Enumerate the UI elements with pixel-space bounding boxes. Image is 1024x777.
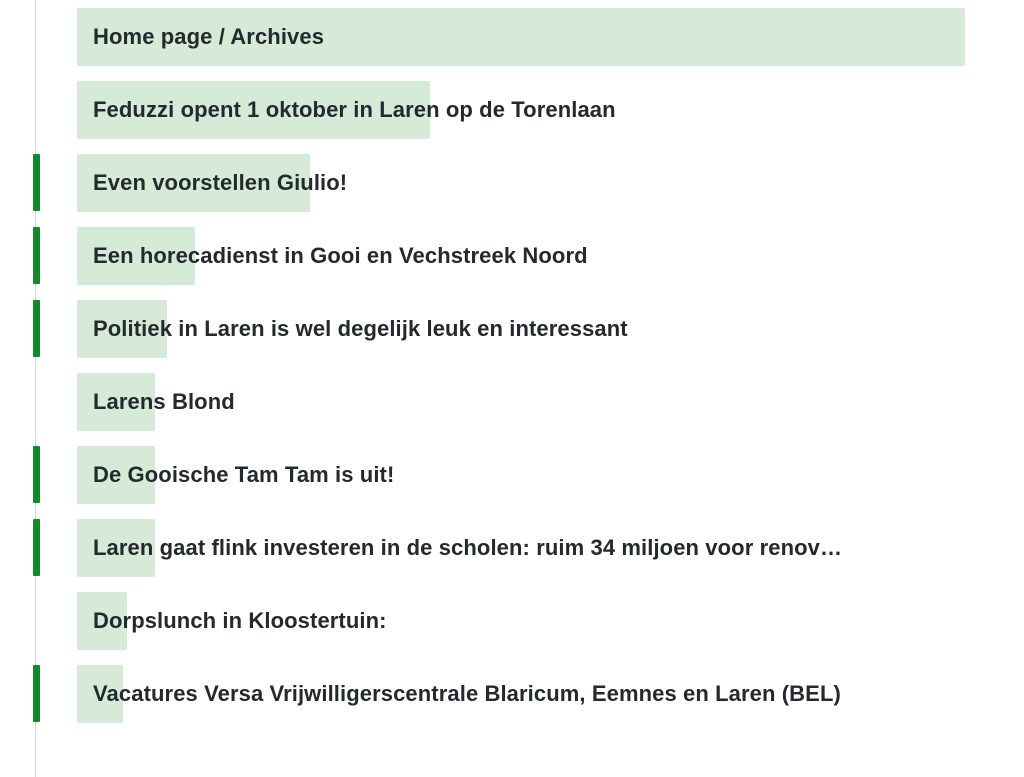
green-marker-bar (33, 446, 40, 503)
list-item-label[interactable]: Even voorstellen Giulio! (93, 169, 348, 195)
list-item[interactable] (0, 511, 1024, 584)
list-item[interactable] (0, 657, 1024, 730)
list-item[interactable] (0, 146, 1024, 219)
green-marker-bar (33, 154, 40, 211)
list-item-label[interactable]: Vacatures Versa Vrijwilligerscentrale Blaricum, Eemnes en Laren (BEL) (93, 680, 841, 706)
green-marker-bar (33, 300, 40, 357)
list-item-label[interactable]: Een horecadienst in Gooi en Vechstreek Noord (93, 242, 588, 268)
list-item[interactable] (0, 0, 1024, 73)
list-item-label[interactable]: Larens Blond (93, 388, 235, 414)
list-item-label[interactable]: De Gooische Tam Tam is uit! (93, 461, 395, 487)
list-item[interactable] (0, 365, 1024, 438)
green-marker-bar (33, 519, 40, 576)
green-marker-bar (33, 227, 40, 284)
list-item[interactable] (0, 73, 1024, 146)
list-item[interactable] (0, 219, 1024, 292)
green-marker-bar (33, 665, 40, 722)
list-item[interactable] (0, 292, 1024, 365)
list-item-label[interactable]: Dorpslunch in Kloostertuin: (93, 607, 387, 633)
list-item[interactable] (0, 584, 1024, 657)
list-item-label[interactable]: Home page / Archives (93, 23, 325, 49)
list-item[interactable] (0, 438, 1024, 511)
list-item-label[interactable]: Laren gaat flink investeren in de scholen: ruim 34 miljoen voor renov… (93, 534, 843, 560)
list-item-label[interactable]: Politiek in Laren is wel degelijk leuk en interessant (93, 315, 628, 341)
list-item-label[interactable]: Feduzzi opent 1 oktober in Laren op de Torenlaan (93, 96, 616, 122)
